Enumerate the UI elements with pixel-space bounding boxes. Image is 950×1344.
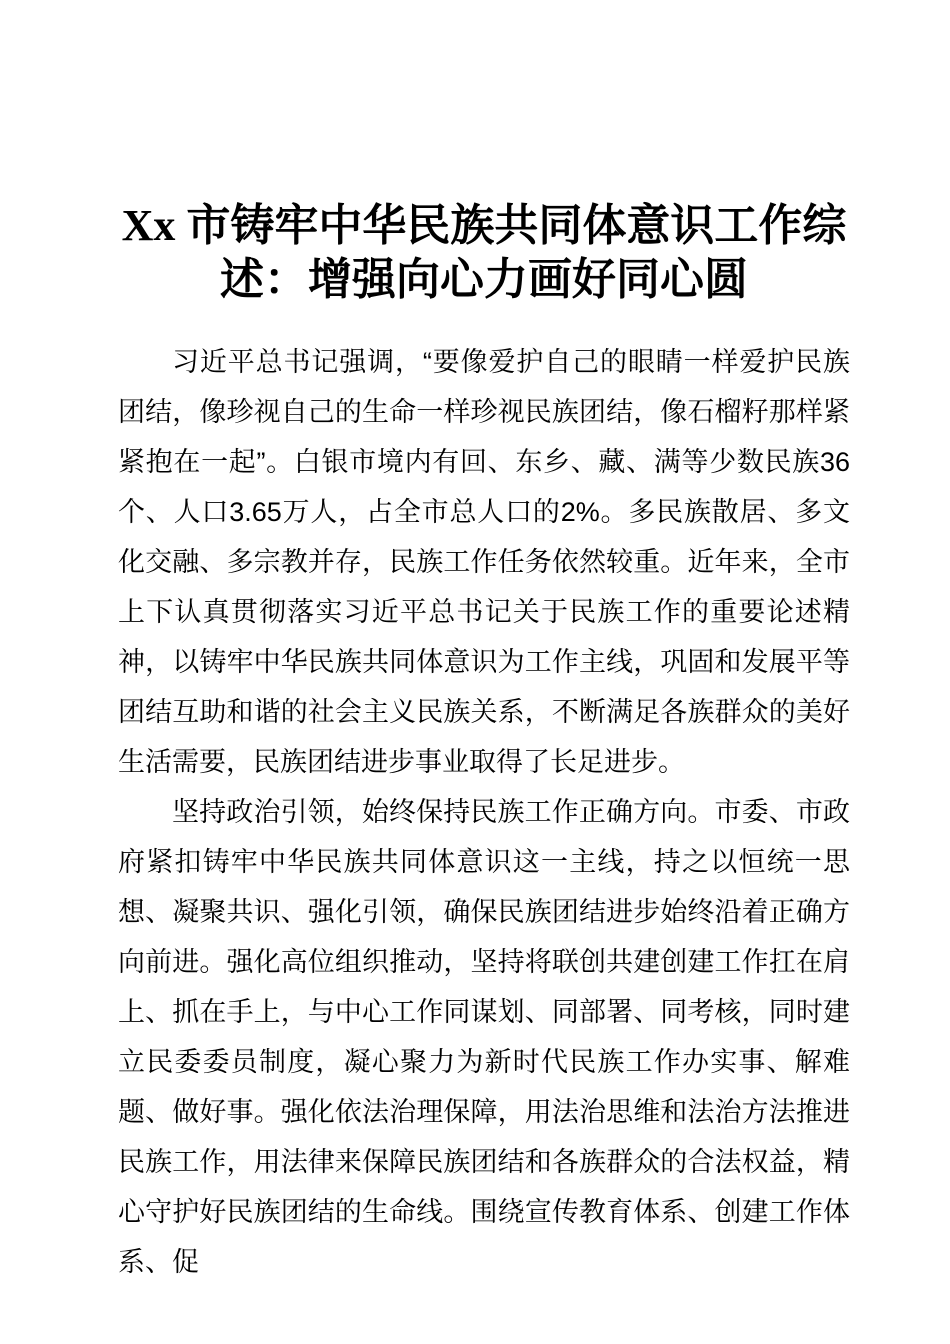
document-title (118, 199, 850, 307)
paragraph-2: 坚持政治引领，始终保持民族工作正确方向。市委、市政府紧扣铸牢中华民族共同体意识这一主线，持之以恒统一思想、凝聚共识、强化引领，确保民族团结进步始终沿着正确方向前进。强化高位组织推动，坚持将联创共建创建工作扛在肩上、抓在手上，与中心工作同谋划、同部署、同考核，同时建立民委委员制度，凝心聚力为新时代民族工作办实事、解难题、做好事。强化依法治理保障，用法治思维和法治方法推进民族工作，用法律来保障民族团结和各族群众的合法权益，精心守护好民族团结的生命线。围绕宣传教育体系、创建工作体系、促 (118, 796, 850, 1277)
document-title-line-1: Xx 市铸牢中华民族共同体意识工作综 (121, 201, 847, 251)
paragraph-1: 习近平总书记强调，“要像爱护自己的眼睛一样爱护民族团结，像珍视自己的生命一样珍视民族团结，像石榴籽那样紧紧抱在一起”。白银市境内有回、东乡、藏、满等少数民族36个、人口3.65万人，占全市总人口的2%。多民族散居、多文化交融、多宗教并存，民族工作任务依然较重。近年来，全市上下认真贯彻落实习近平总书记关于民族工作的重要论述精神，以铸牢中华民族共同体意识为工作主线，巩固和发展平等团结互助和谐的社会主义民族关系，不断满足各族群众的美好生活需要，民族团结进步事业取得了长足进步。 (118, 346, 850, 777)
document-title-line-2: 述：增强向心力画好同心圆 (220, 255, 748, 305)
document-body (118, 337, 850, 1287)
